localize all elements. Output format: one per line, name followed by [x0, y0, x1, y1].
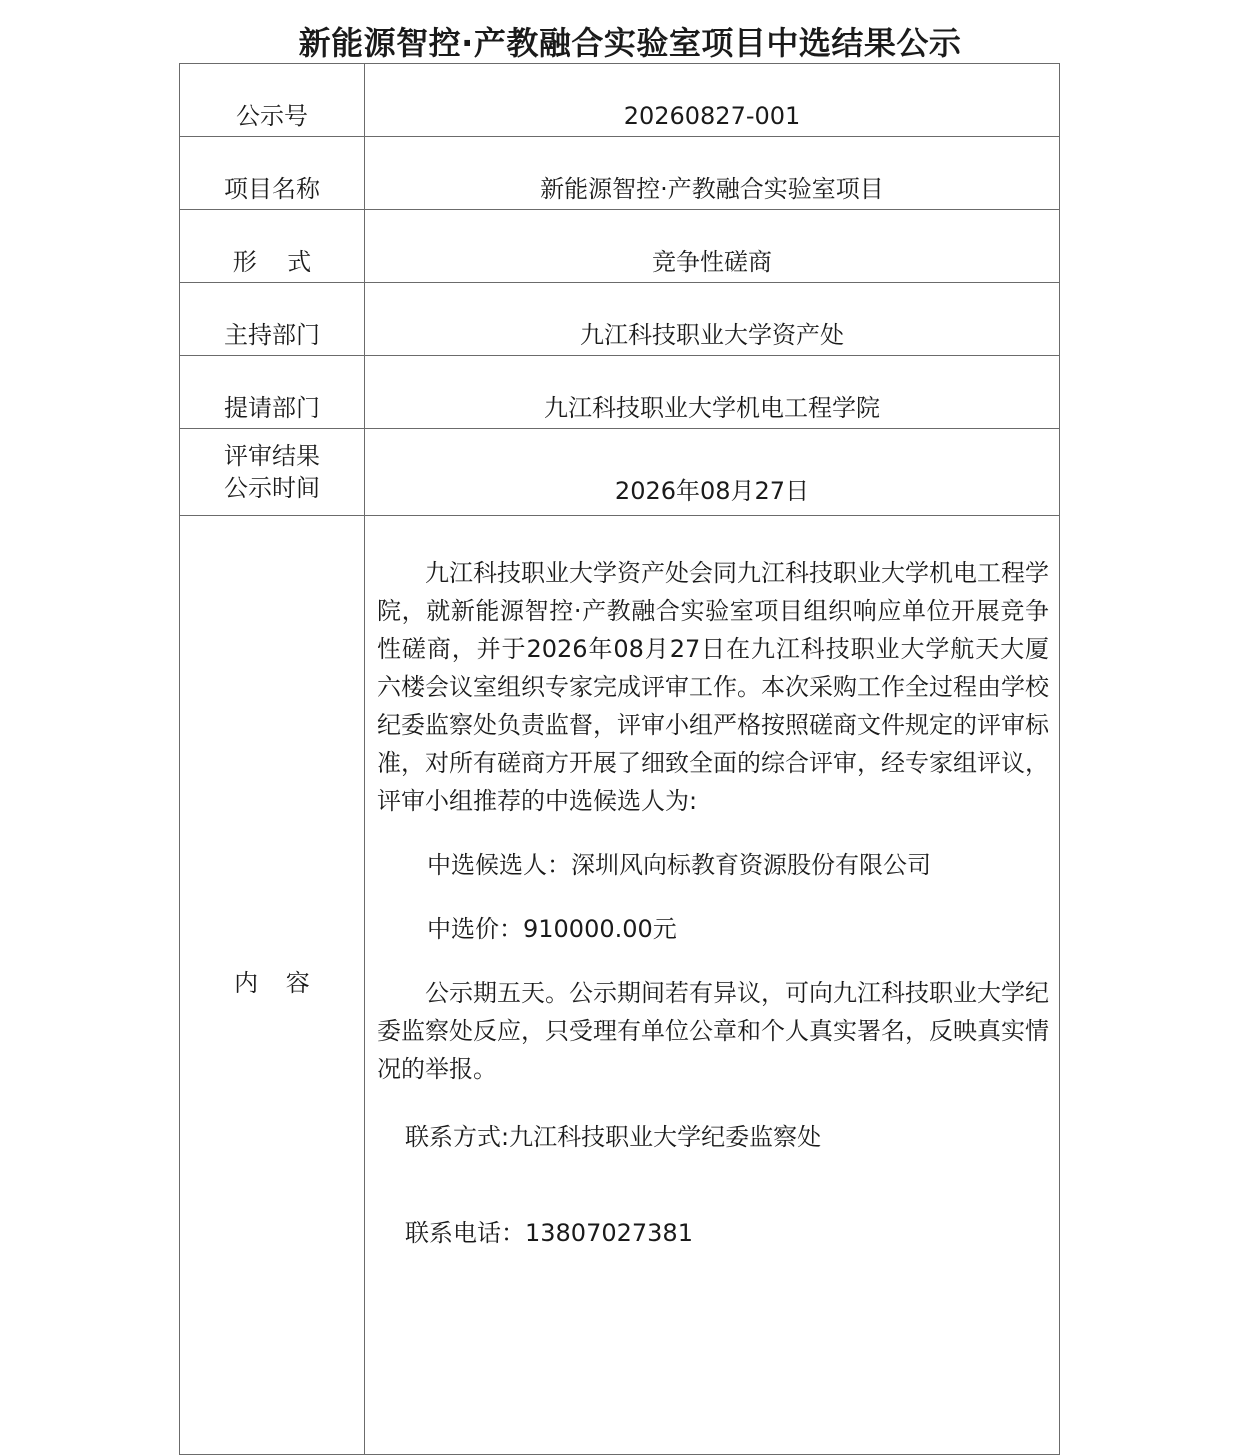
- row-label-form: [180, 210, 365, 283]
- row-label-publicity-time: [180, 429, 365, 516]
- row-label-request-dept: 提请部门: [180, 356, 365, 429]
- form-value: 竞争性磋商: [365, 210, 1060, 283]
- row-label-project-name: 项目名称: [180, 137, 365, 210]
- publicity-date-value: 2026年08月27日: [365, 429, 1060, 516]
- label-line-review-result: 评审结果: [224, 442, 320, 470]
- content-paragraph-objection: 公示期五天。公示期间若有异议，可向九江科技职业大学纪委监察处反应，只受理有单位公章和个人真实署名，反映真实情况的举报。: [377, 979, 1049, 1083]
- content-paragraph-main: 九江科技职业大学资产处会同九江科技职业大学机电工程学院，就新能源智控·产教融合实验室项目组织响应单位开展竞争性磋商，并于2026年08月27日在九江科技职业大学航天大厦六楼会议室组织专家完成评审工作。本次采购工作全过程由学校纪委监察处负责监督，评审小组严格按照磋商文件规定的评审标准，对所有磋商方开展了细致全面的综合评审，经专家组评议，评审小组推荐的中选候选人为:: [377, 559, 1049, 815]
- phone-line: 联系电话：13807027381: [405, 1219, 693, 1247]
- row-label-notice-number: 公示号: [180, 64, 365, 137]
- form-label-text: 形 式: [232, 248, 312, 276]
- contact-line: 联系方式:九江科技职业大学纪委监察处: [405, 1123, 822, 1151]
- notice-table: [179, 63, 1060, 1455]
- table-row: [180, 356, 1060, 429]
- page-title: 新能源智控·产教融合实验室项目中选结果公示: [298, 24, 962, 62]
- table-row: [180, 210, 1060, 283]
- table-row: [180, 283, 1060, 356]
- request-dept-value: 九江科技职业大学机电工程学院: [365, 356, 1060, 429]
- table-row: [180, 137, 1060, 210]
- table-row: [180, 64, 1060, 137]
- project-name-value: 新能源智控·产教融合实验室项目: [365, 137, 1060, 210]
- candidate-line: 中选候选人：深圳风向标教育资源股份有限公司: [427, 851, 931, 879]
- label-line-publicity-time: 公示时间: [224, 474, 320, 502]
- host-dept-value: 九江科技职业大学资产处: [365, 283, 1060, 356]
- table-row: [180, 516, 1060, 1455]
- price-line: 中选价：910000.00元: [427, 915, 677, 943]
- notice-number-value: 20260827-001: [365, 64, 1060, 137]
- row-label-content: 内 容: [180, 516, 365, 1455]
- content-cell: [365, 516, 1060, 1455]
- row-label-host-dept: 主持部门: [180, 283, 365, 356]
- table-row: [180, 429, 1060, 516]
